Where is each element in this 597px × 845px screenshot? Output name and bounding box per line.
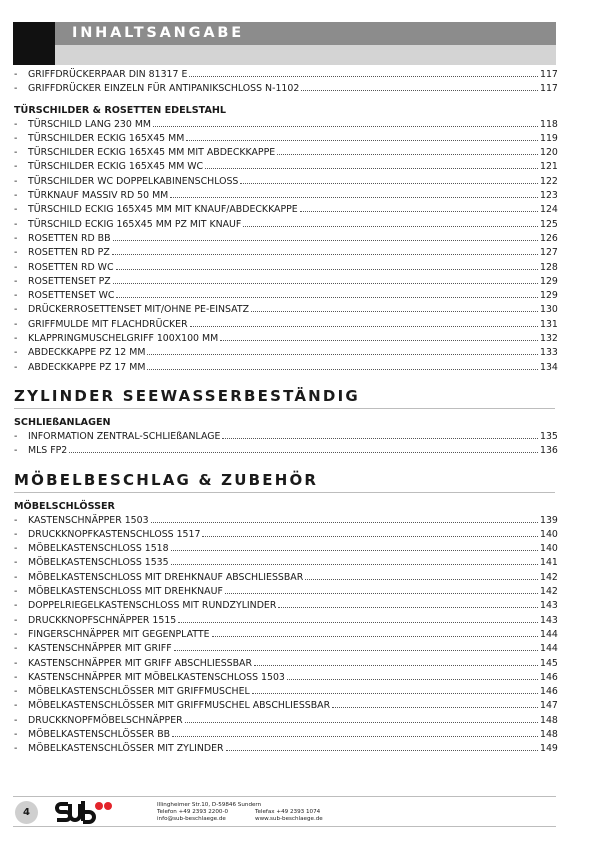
entry-page-number: 144: [540, 643, 558, 655]
entry-page-number: 136: [540, 445, 558, 457]
entry-page-number: 139: [540, 514, 558, 526]
entry-label: ROSETTEN RD BB: [28, 232, 111, 244]
entry-label: ROSETTENSET WC: [28, 290, 115, 302]
header-black-block: [13, 22, 55, 65]
toc-entry[interactable]: [14, 189, 558, 203]
toc-entry[interactable]: [14, 556, 558, 570]
toc-entry[interactable]: [14, 430, 558, 444]
entry-dash: -: [14, 161, 18, 173]
entry-page-number: 129: [540, 290, 558, 302]
entry-label: ROSETTENSET PZ: [28, 275, 111, 287]
entry-label: TÜRSCHILD LANG 230 MM: [28, 118, 151, 130]
dot-leader: [174, 650, 538, 651]
entry-dash: -: [14, 614, 18, 626]
dot-leader: [116, 297, 538, 298]
entry-label: TÜRKNAUF MASSIV RD 50 MM: [28, 190, 169, 202]
toc-entry[interactable]: [14, 346, 558, 360]
entry-label: ROSETTEN RD PZ: [28, 247, 110, 259]
entry-label: KLAPPRINGMUSCHELGRIFF 100X100 MM: [28, 333, 219, 345]
dot-leader: [202, 536, 538, 537]
toc-entry[interactable]: [14, 246, 558, 260]
entry-dash: -: [14, 557, 18, 569]
entry-dash: -: [14, 318, 18, 330]
entry-page-number: 120: [540, 147, 558, 159]
dot-leader: [186, 140, 538, 141]
toc-entry[interactable]: [14, 642, 558, 656]
entry-label: MÖBELKASTENSCHLOSS MIT DREHKNAUF: [28, 586, 223, 598]
entry-page-number: 142: [540, 586, 558, 598]
entry-dash: -: [14, 290, 18, 302]
entry-dash: -: [14, 571, 18, 583]
entry-dash: -: [14, 743, 18, 755]
toc-entry[interactable]: [14, 699, 558, 713]
dot-leader: [332, 707, 538, 708]
chapter-heading: MÖBELBESCHLAG & ZUBEHÖR: [14, 468, 555, 493]
page-footer: [13, 796, 556, 827]
entry-label: TÜRSCHILDER ECKIG 165X45 MM WC: [28, 161, 204, 173]
entry-dash: -: [14, 657, 18, 669]
toc-entry[interactable]: [14, 289, 558, 303]
toc-entry[interactable]: [14, 118, 558, 132]
dot-leader: [113, 283, 538, 284]
entry-page-number: 145: [540, 657, 558, 669]
entry-dash: -: [14, 728, 18, 740]
dot-leader: [69, 452, 538, 453]
toc-entry[interactable]: [14, 742, 558, 756]
entry-label: GRIFFDRÜCKERPAAR DIN 81317 E: [28, 69, 188, 80]
dot-leader: [251, 311, 538, 312]
toc-entry[interactable]: [14, 146, 558, 160]
dot-leader: [212, 636, 538, 637]
toc-entry[interactable]: [14, 303, 558, 317]
dot-leader: [112, 254, 538, 255]
entry-page-number: 122: [540, 175, 558, 187]
entry-dash: -: [14, 643, 18, 655]
entry-page-number: 123: [540, 190, 558, 202]
entry-dash: -: [14, 232, 18, 244]
page-title: INHALTSANGABE: [72, 25, 244, 41]
entry-page-number: 119: [540, 132, 558, 144]
dot-leader: [243, 226, 538, 227]
dot-leader: [147, 369, 538, 370]
entry-page-number: 146: [540, 671, 558, 683]
entry-dash: -: [14, 175, 18, 187]
toc-entry[interactable]: [14, 585, 558, 599]
dot-leader: [185, 722, 538, 723]
entry-label: MÖBELKASTENSCHLÖSSER MIT GRIFFMUSCHEL: [28, 686, 250, 698]
toc-entry[interactable]: [14, 599, 558, 613]
toc-entry[interactable]: [14, 232, 558, 246]
entry-dash: -: [14, 347, 18, 359]
toc-entry[interactable]: [14, 514, 558, 528]
entry-dash: -: [14, 600, 18, 612]
entry-dash: -: [14, 361, 18, 373]
entry-page-number: 147: [540, 700, 558, 712]
page-number-badge: 4: [15, 801, 38, 824]
entry-page-number: 149: [540, 743, 558, 755]
entry-label: KASTENSCHNÄPPER 1503: [28, 514, 149, 526]
dot-leader: [171, 550, 538, 551]
entry-label: TÜRSCHILDER ECKIG 165X45 MM MIT ABDECKKAPPE: [28, 147, 276, 159]
entry-page-number: 144: [540, 628, 558, 640]
subsection-heading: MÖBELSCHLÖSSER: [14, 500, 115, 512]
entry-page-number: 128: [540, 261, 558, 273]
entry-label: DRÜCKERROSETTENSET MIT/OHNE PE-EINSATZ: [28, 304, 250, 316]
dot-leader: [151, 522, 538, 523]
toc-entry[interactable]: [14, 714, 558, 728]
page-header: [13, 22, 556, 65]
dot-leader: [171, 564, 538, 565]
toc-entry[interactable]: [14, 571, 558, 585]
entry-page-number: 142: [540, 571, 558, 583]
dot-leader: [147, 354, 538, 355]
entry-label: TÜRSCHILDER ECKIG 165X45 MM: [28, 132, 185, 144]
entry-page-number: 118: [540, 118, 558, 130]
dot-leader: [225, 593, 538, 594]
entry-label: MÖBELKASTENSCHLÖSSER BB: [28, 728, 171, 740]
entry-label: TÜRSCHILDER WC DOPPELKABINENSCHLOSS: [28, 175, 239, 187]
dot-leader: [301, 90, 538, 91]
entry-page-number: 130: [540, 304, 558, 316]
entry-label: GRIFFMULDE MIT FLACHDRÜCKER: [28, 318, 188, 330]
toc-entry[interactable]: [14, 203, 558, 217]
entry-page-number: 131: [540, 318, 558, 330]
toc-entry[interactable]: [14, 728, 558, 742]
entry-dash: -: [14, 714, 18, 726]
entry-dash: -: [14, 132, 18, 144]
entry-dash: -: [14, 147, 18, 159]
dot-leader: [300, 211, 538, 212]
entry-dash: -: [14, 83, 18, 95]
dot-leader: [252, 693, 538, 694]
entry-dash: -: [14, 700, 18, 712]
entry-label: TÜRSCHILD ECKIG 165X45 MM MIT KNAUF/ABDECKKAPPE: [28, 204, 298, 216]
entry-dash: -: [14, 304, 18, 316]
entry-dash: -: [14, 686, 18, 698]
entry-label: GRIFFDRÜCKER EINZELN FÜR ANTIPANIKSCHLOSS N-1102: [28, 83, 300, 95]
entry-label: KASTENSCHNÄPPER MIT GRIFF ABSCHLIESSBAR: [28, 657, 252, 669]
dot-leader: [287, 679, 538, 680]
entry-dash: -: [14, 586, 18, 598]
company-address-block: [157, 802, 261, 822]
toc-entry[interactable]: [14, 528, 558, 542]
toc-entry[interactable]: [14, 160, 558, 174]
toc-entry[interactable]: [14, 218, 558, 232]
entry-page-number: 133: [540, 347, 558, 359]
dot-leader: [178, 622, 538, 623]
entry-dash: -: [14, 671, 18, 683]
dot-leader: [153, 126, 538, 127]
toc-entry[interactable]: [14, 68, 558, 82]
entry-page-number: 146: [540, 686, 558, 698]
dot-leader: [189, 76, 538, 77]
entry-page-number: 143: [540, 600, 558, 612]
email-line: info@sub-beschlaege.de: [157, 815, 226, 822]
entry-label: ABDECKKAPPE PZ 12 MM: [28, 347, 146, 359]
dot-leader: [305, 579, 538, 580]
toc-entry[interactable]: [14, 82, 558, 96]
toc-entry[interactable]: [14, 332, 558, 346]
entry-label: FINGERSCHNÄPPER MIT GEGENPLATTE: [28, 628, 210, 640]
entry-page-number: 117: [540, 83, 558, 95]
toc-entry[interactable]: [14, 261, 558, 275]
dot-leader: [220, 340, 538, 341]
toc-entry[interactable]: [14, 685, 558, 699]
toc-entry[interactable]: [14, 671, 558, 685]
entry-dash: -: [14, 261, 18, 273]
entry-page-number: 129: [540, 275, 558, 287]
dot-leader: [278, 607, 538, 608]
entry-dash: -: [14, 528, 18, 540]
entry-page-number: 126: [540, 232, 558, 244]
entry-label: DRUCKKNOPFKASTENSCHLOSS 1517: [28, 528, 201, 540]
entry-label: DRUCKKNOPFSCHNÄPPER 1515: [28, 614, 177, 626]
subsection-heading: SCHLIEßANLAGEN: [14, 416, 111, 428]
entry-label: MÖBELKASTENSCHLÖSSER MIT ZYLINDER: [28, 743, 224, 755]
subsection-heading: TÜRSCHILDER & ROSETTEN EDELSTAHL: [14, 104, 227, 116]
toc-entry[interactable]: [14, 444, 558, 458]
entry-dash: -: [14, 190, 18, 202]
header-light-band: [55, 45, 556, 65]
dot-leader: [172, 736, 538, 737]
entry-label: MLS FP2: [28, 445, 68, 457]
entry-page-number: 134: [540, 361, 558, 373]
entry-dash: -: [14, 445, 18, 457]
fax-line: Telefax +49 2393 1074: [255, 809, 321, 815]
web-line: www.sub-beschlaege.de: [255, 815, 323, 822]
entry-page-number: 117: [540, 69, 558, 80]
entry-label: MÖBELKASTENSCHLOSS 1535: [28, 557, 169, 569]
entry-page-number: 121: [540, 161, 558, 173]
entry-dash: -: [14, 628, 18, 640]
table-of-contents: [14, 68, 558, 757]
entry-page-number: 132: [540, 333, 558, 345]
entry-page-number: 141: [540, 557, 558, 569]
dot-leader: [222, 438, 538, 439]
dot-leader: [170, 197, 538, 198]
sub-logo-icon: [55, 799, 117, 825]
dot-leader: [205, 168, 538, 169]
entry-page-number: 127: [540, 247, 558, 259]
entry-page-number: 125: [540, 218, 558, 230]
entry-dash: -: [14, 333, 18, 345]
entry-label: KASTENSCHNÄPPER MIT GRIFF: [28, 643, 172, 655]
dot-leader: [226, 750, 538, 751]
entry-label: INFORMATION ZENTRAL-SCHLIEßANLAGE: [28, 430, 221, 442]
toc-entry[interactable]: [14, 614, 558, 628]
dot-leader: [113, 240, 538, 241]
entry-dash: -: [14, 543, 18, 555]
entry-label: ROSETTEN RD WC: [28, 261, 114, 273]
dot-leader: [254, 665, 538, 666]
toc-entry[interactable]: [14, 175, 558, 189]
toc-entry[interactable]: [14, 275, 558, 289]
entry-page-number: 148: [540, 714, 558, 726]
entry-label: MÖBELKASTENSCHLOSS 1518: [28, 543, 169, 555]
entry-page-number: 148: [540, 728, 558, 740]
entry-page-number: 124: [540, 204, 558, 216]
entry-dash: -: [14, 275, 18, 287]
entry-dash: -: [14, 514, 18, 526]
dot-leader: [240, 183, 538, 184]
toc-entry[interactable]: [14, 657, 558, 671]
entry-label: DOPPELRIEGELKASTENSCHLOSS MIT RUNDZYLINDER: [28, 600, 277, 612]
entry-page-number: 143: [540, 614, 558, 626]
entry-label: KASTENSCHNÄPPER MIT MÖBELKASTENSCHLOSS 1503: [28, 671, 285, 683]
entry-page-number: 140: [540, 528, 558, 540]
entry-dash: -: [14, 69, 18, 80]
address-line: Illingheimer Str.10, D-59846 Sundern: [157, 802, 262, 808]
entry-dash: -: [14, 430, 18, 442]
entry-page-number: 135: [540, 430, 558, 442]
entry-label: MÖBELKASTENSCHLOSS MIT DREHKNAUF ABSCHLIESSBAR: [28, 571, 304, 583]
entry-dash: -: [14, 247, 18, 259]
entry-label: ABDECKKAPPE PZ 17 MM: [28, 361, 146, 373]
chapter-heading: ZYLINDER SEEWASSERBESTÄNDIG: [14, 384, 555, 409]
dot-leader: [277, 154, 538, 155]
toc-entry[interactable]: [14, 361, 558, 375]
toc-entry[interactable]: [14, 318, 558, 332]
phone-line: Telefon +49 2393 2200-0: [157, 808, 229, 815]
toc-entry[interactable]: [14, 132, 558, 146]
toc-entry[interactable]: [14, 542, 558, 556]
entry-label: MÖBELKASTENSCHLÖSSER MIT GRIFFMUSCHEL ABSCHLIESSBAR: [28, 700, 331, 712]
entry-dash: -: [14, 218, 18, 230]
entry-dash: -: [14, 118, 18, 130]
company-contact-block: [255, 809, 323, 823]
entry-label: DRUCKKNOPFMÖBELSCHNÄPPER: [28, 714, 183, 726]
dot-leader: [116, 269, 538, 270]
entry-label: TÜRSCHILD ECKIG 165X45 MM PZ MIT KNAUF: [28, 218, 242, 230]
entry-page-number: 140: [540, 543, 558, 555]
toc-entry[interactable]: [14, 628, 558, 642]
entry-dash: -: [14, 204, 18, 216]
dot-leader: [190, 326, 538, 327]
